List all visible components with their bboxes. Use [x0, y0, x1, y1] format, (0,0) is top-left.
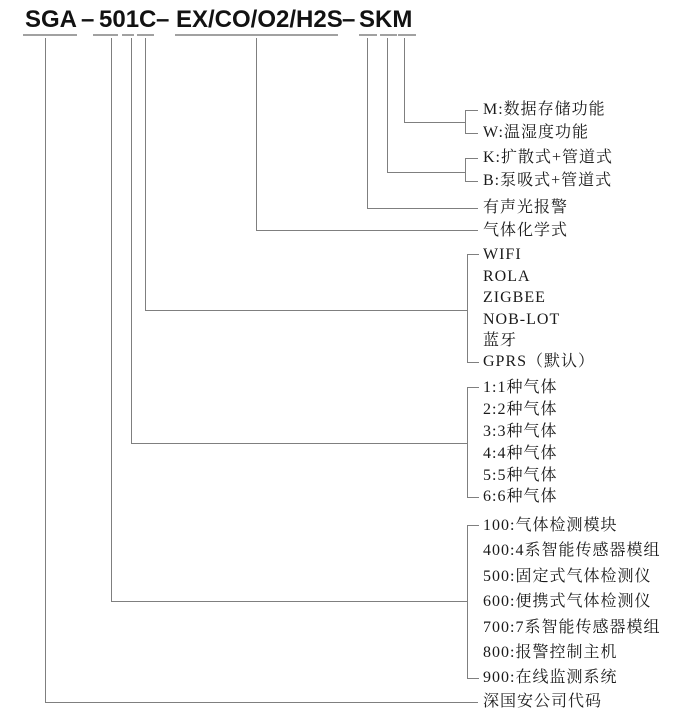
label-series-900: 900:在线监测系统: [483, 669, 618, 686]
title-segment-gases: EX/CO/O2/H2S: [176, 6, 343, 33]
bracket-gascount-tick-top: [467, 387, 479, 388]
connector-comm-hline: [145, 310, 467, 311]
connector-gascount-vline: [131, 38, 132, 444]
bracket-comm-spine: [467, 254, 468, 363]
label-comm-gprs: GPRS（默认）: [483, 353, 596, 370]
connector-k-vline: [387, 38, 388, 173]
label-gascount-5: 5:5种气体: [483, 467, 558, 484]
title-segment-options: SKM: [359, 6, 413, 33]
label-alarm: 有声光报警: [483, 199, 569, 216]
label-company-code: 深国安公司代码: [483, 693, 603, 710]
label-gascount-3: 3:3种气体: [483, 423, 558, 440]
connector-sga-hline: [45, 702, 478, 703]
underline-k: [380, 34, 397, 36]
underline-gas-formula: [175, 34, 338, 36]
bracket-series-spine: [467, 525, 468, 679]
label-comm-noblot: NOB-LOT: [483, 311, 561, 328]
bracket-m-options-spine: [465, 110, 466, 134]
label-comm-zigbee: ZIGBEE: [483, 289, 546, 306]
bracket-k-options-tick-bottom: [465, 181, 478, 182]
title-dash-2: –: [156, 6, 170, 33]
label-series-600: 600:便携式气体检测仪: [483, 593, 652, 610]
label-b-option: B:泵吸式+管道式: [483, 172, 613, 189]
label-comm-wifi: WIFI: [483, 246, 522, 263]
label-series-400: 400:4系智能传感器模组: [483, 542, 661, 559]
connector-m-vline: [404, 38, 405, 123]
bracket-comm-tick-top: [467, 254, 479, 255]
label-comm-rola: ROLA: [483, 268, 531, 285]
label-series-500: 500:固定式气体检测仪: [483, 568, 652, 585]
underline-series-digits: [93, 34, 118, 36]
bracket-k-options-tick-top: [465, 158, 478, 159]
bracket-k-options-spine: [465, 158, 466, 182]
label-gascount-1: 1:1种气体: [483, 379, 558, 396]
bracket-gascount-tick-bottom: [467, 497, 479, 498]
connector-alarm-vline: [367, 38, 368, 209]
label-gascount-2: 2:2种气体: [483, 401, 558, 418]
underline-comm-letter: [137, 34, 154, 36]
bracket-m-options-tick-bottom: [465, 133, 478, 134]
connector-alarm-hline: [367, 208, 478, 209]
connector-series-vline: [111, 38, 112, 602]
bracket-series-tick-top: [467, 525, 479, 526]
title-dash-1: –: [81, 6, 95, 33]
bracket-m-options-tick-top: [465, 110, 478, 111]
label-k-option: K:扩散式+管道式: [483, 149, 614, 166]
connector-sga-vline: [45, 38, 46, 703]
connector-k-hline: [387, 172, 465, 173]
title-dash-3: –: [342, 6, 356, 33]
title-segment-model: 501C: [99, 6, 157, 33]
connector-m-hline: [404, 122, 465, 123]
label-w-option: W:温湿度功能: [483, 124, 589, 141]
connector-gasformula-vline: [256, 38, 257, 231]
label-series-800: 800:报警控制主机: [483, 644, 618, 661]
underline-sga: [23, 34, 77, 36]
label-series-700: 700:7系智能传感器模组: [483, 619, 661, 636]
connector-gascount-hline: [131, 443, 467, 444]
underline-m: [398, 34, 416, 36]
bracket-gascount-spine: [467, 387, 468, 498]
label-series-100: 100:气体检测模块: [483, 517, 618, 534]
underline-gascount-digit: [122, 34, 134, 36]
label-gascount-4: 4:4种气体: [483, 445, 558, 462]
label-gas-formula: 气体化学式: [483, 222, 569, 239]
bracket-comm-tick-bottom: [467, 362, 479, 363]
label-comm-bluetooth: 蓝牙: [483, 332, 518, 349]
title-segment-company: SGA: [25, 6, 78, 33]
label-gascount-6: 6:6种气体: [483, 488, 558, 505]
connector-comm-vline: [145, 38, 146, 311]
connector-series-hline: [111, 601, 467, 602]
connector-gasformula-hline: [256, 230, 478, 231]
bracket-series-tick-bottom: [467, 678, 479, 679]
label-m-option: M:数据存储功能: [483, 101, 606, 118]
underline-s: [359, 34, 377, 36]
